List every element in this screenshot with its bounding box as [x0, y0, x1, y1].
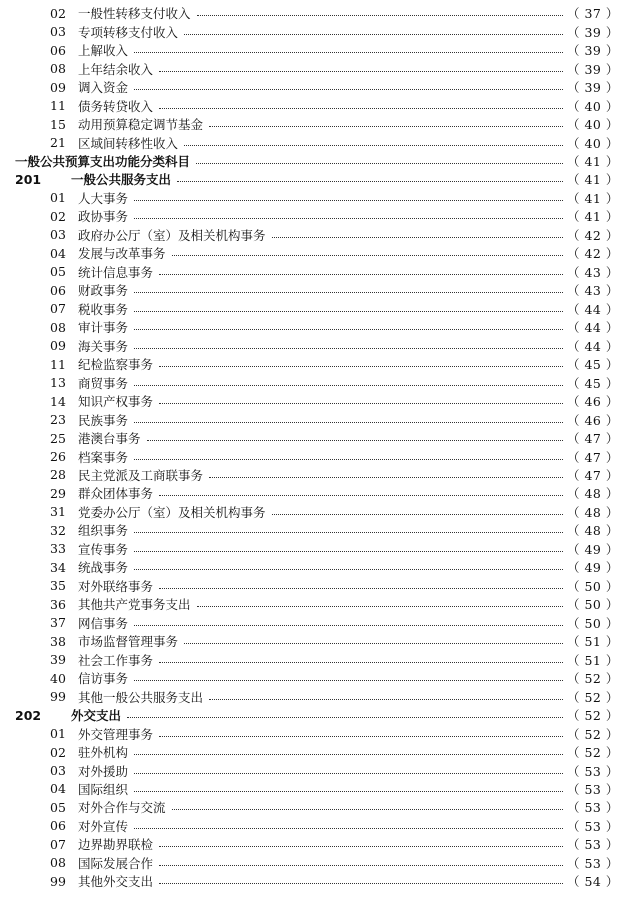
toc-entry-title: 民主党派及工商联事务 — [78, 467, 204, 483]
toc-entry-title: 一般公共服务支出 — [71, 172, 172, 188]
toc-entry-code: 02 — [50, 5, 66, 21]
toc-entry — [0, 207, 625, 225]
toc-entry — [0, 133, 625, 151]
toc-entry — [0, 780, 625, 798]
toc-entry-page: （ 37 ） — [567, 6, 619, 22]
toc-entry — [0, 318, 625, 336]
dot-leader — [147, 439, 563, 441]
toc-entry-title: 一般公共预算支出功能分类科目 — [15, 153, 191, 169]
dot-leader — [172, 808, 563, 810]
dot-leader — [134, 199, 563, 201]
toc-entry-title: 国际组织 — [78, 781, 129, 797]
dot-leader — [134, 753, 563, 755]
dot-leader — [197, 605, 563, 607]
toc-entry-page: （ 43 ） — [567, 264, 619, 280]
toc-entry-title: 知识产权事务 — [78, 394, 154, 410]
toc-entry-title: 群众团体事务 — [78, 486, 154, 502]
toc-entry-title: 党委办公厅（室）及相关机构事务 — [78, 504, 266, 520]
dot-leader — [159, 864, 563, 866]
toc-entry — [0, 59, 625, 77]
toc-entry-code: 05 — [50, 799, 66, 815]
toc-entry-page: （ 42 ） — [567, 246, 619, 262]
toc-entry-title: 审计事务 — [78, 320, 129, 336]
toc-entry-title: 驻外机构 — [78, 745, 129, 761]
toc-entry-page: （ 48 ） — [567, 523, 619, 539]
toc-entry-page: （ 47 ） — [567, 467, 619, 483]
toc-entry-code: 38 — [50, 633, 66, 649]
toc-entry-title: 港澳台事务 — [78, 431, 141, 447]
toc-entry-title: 外交管理事务 — [78, 726, 154, 742]
toc-entry-code: 09 — [50, 79, 66, 95]
toc-entry-code: 99 — [50, 873, 66, 889]
dot-leader — [134, 347, 563, 349]
dot-leader — [134, 679, 563, 681]
dot-leader — [134, 51, 563, 53]
toc-entry-code: 06 — [50, 282, 66, 298]
toc-entry-code: 01 — [50, 190, 66, 206]
toc-entry — [0, 244, 625, 262]
toc-entry — [0, 614, 625, 632]
toc-entry-title: 其他外交支出 — [78, 874, 154, 890]
toc-entry-code: 21 — [50, 135, 66, 151]
toc-entry — [0, 281, 625, 299]
toc-entry-title: 国际发展合作 — [78, 855, 154, 871]
toc-entry-title: 纪检监察事务 — [78, 357, 154, 373]
dot-leader — [134, 827, 563, 829]
toc-entry-title: 动用预算稳定调节基金 — [78, 117, 204, 133]
toc-entry-code: 03 — [50, 763, 66, 778]
toc-entry-code: 25 — [50, 430, 66, 446]
toc-entry-title: 统计信息事务 — [78, 264, 154, 280]
toc-entry — [0, 300, 625, 318]
dot-leader — [209, 476, 563, 478]
toc-entry-code: 201 — [15, 171, 42, 187]
toc-entry — [0, 761, 625, 779]
toc-entry-code: 34 — [50, 559, 66, 575]
toc-entry-code: 07 — [50, 836, 66, 852]
toc-entry — [0, 355, 625, 373]
toc-entry-page: （ 53 ） — [567, 837, 619, 853]
dot-leader — [134, 291, 563, 293]
dot-leader — [159, 845, 563, 847]
toc-entry-title: 外交支出 — [71, 708, 122, 724]
dot-leader — [134, 790, 563, 792]
toc-entry-code: 06 — [50, 42, 66, 58]
toc-entry-page: （ 51 ） — [567, 634, 619, 650]
toc-entry-page: （ 41 ） — [567, 190, 619, 206]
toc-entry-code: 08 — [50, 319, 66, 335]
toc-entry-title: 组织事务 — [78, 523, 129, 539]
toc-entry-page: （ 50 ） — [567, 615, 619, 631]
dot-leader — [159, 735, 563, 737]
toc-entry-title: 政府办公厅（室）及相关机构事务 — [78, 227, 266, 243]
toc-entry-title: 宣传事务 — [78, 541, 129, 557]
toc-entry-code: 11 — [50, 356, 66, 372]
toc-entry-code: 09 — [50, 338, 66, 354]
dot-leader — [272, 236, 563, 238]
toc-entry — [0, 96, 625, 114]
toc-entry-code: 28 — [50, 467, 66, 483]
toc-entry — [0, 743, 625, 761]
dot-leader — [177, 180, 563, 182]
toc-entry — [0, 558, 625, 576]
toc-entry-page: （ 43 ） — [567, 283, 619, 299]
toc-entry-title: 发展与改革事务 — [78, 246, 166, 262]
toc-entry — [0, 4, 625, 22]
toc-entry-title: 商贸事务 — [78, 375, 129, 391]
toc-entry — [0, 78, 625, 96]
toc-entry-code: 32 — [50, 522, 66, 538]
dot-leader — [159, 494, 563, 496]
toc-entry-code: 202 — [15, 707, 42, 723]
dot-leader — [272, 513, 563, 515]
dot-leader — [134, 384, 563, 386]
dot-leader — [134, 310, 563, 312]
dot-leader — [134, 458, 563, 460]
dot-leader — [134, 531, 563, 533]
toc-entry — [0, 650, 625, 668]
dot-leader — [159, 70, 563, 72]
toc-entry-page: （ 48 ） — [567, 486, 619, 502]
dot-leader — [196, 162, 563, 164]
toc-entry-code: 99 — [50, 689, 66, 705]
toc-entry-title: 档案事务 — [78, 449, 129, 465]
dot-leader — [134, 550, 563, 552]
toc-entry-code: 07 — [50, 301, 66, 317]
toc-entry — [0, 724, 625, 742]
toc-entry-page: （ 40 ） — [567, 117, 619, 133]
toc-entry-code: 01 — [50, 726, 66, 742]
dot-leader — [134, 88, 563, 90]
toc-entry-page: （ 40 ） — [567, 135, 619, 151]
toc-entry-code: 03 — [50, 24, 66, 40]
toc-entry-page: （ 46 ） — [567, 412, 619, 428]
toc-entry-page: （ 47 ） — [567, 449, 619, 465]
toc-entry-page: （ 39 ） — [567, 80, 619, 96]
toc-entry-title: 社会工作事务 — [78, 652, 154, 668]
toc-entry — [0, 41, 625, 59]
dot-leader — [134, 568, 563, 570]
toc-entry — [0, 687, 625, 705]
toc-entry-code: 06 — [50, 818, 66, 834]
toc-entry — [0, 189, 625, 207]
toc-entry-code: 02 — [50, 744, 66, 760]
toc-entry-page: （ 39 ） — [567, 43, 619, 59]
toc-entry-code: 23 — [50, 412, 66, 428]
toc-entry-page: （ 45 ） — [567, 357, 619, 373]
toc-entry-code: 04 — [50, 781, 66, 797]
toc-entry — [0, 577, 625, 595]
toc-entry-page: （ 42 ） — [567, 227, 619, 243]
toc-entry-page: （ 50 ） — [567, 578, 619, 594]
toc-entry-page: （ 39 ） — [567, 24, 619, 40]
toc-entry-title: 专项转移支付收入 — [78, 24, 179, 40]
toc-entry — [0, 595, 625, 613]
toc-entry — [0, 540, 625, 558]
toc-entry-title: 其他共产党事务支出 — [78, 597, 191, 613]
toc-entry-page: （ 41 ） — [567, 153, 619, 169]
toc-entry-code: 11 — [50, 98, 66, 114]
toc-entry — [0, 226, 625, 244]
toc-entry — [0, 484, 625, 502]
toc-entry-page: （ 40 ） — [567, 98, 619, 114]
toc-entry-code: 08 — [50, 855, 66, 871]
toc-entry-title: 边界勘界联检 — [78, 837, 154, 853]
toc-entry — [0, 429, 625, 447]
toc-entry-title: 对外援助 — [78, 763, 129, 779]
dot-leader — [159, 402, 563, 404]
dot-leader — [159, 882, 563, 884]
toc-entry — [0, 263, 625, 281]
toc-section-entry — [0, 170, 625, 188]
toc-entry-page: （ 51 ） — [567, 652, 619, 668]
toc-entry-page: （ 41 ） — [567, 172, 619, 188]
toc-entry — [0, 835, 625, 853]
toc-entry-page: （ 53 ） — [567, 781, 619, 797]
toc-entry-page: （ 41 ） — [567, 209, 619, 225]
toc-entry — [0, 447, 625, 465]
toc-entry-page: （ 50 ） — [567, 597, 619, 613]
toc-entry-title: 一般性转移支付收入 — [78, 6, 191, 22]
dot-leader — [184, 33, 563, 35]
toc-entry-page: （ 49 ） — [567, 560, 619, 576]
toc-entry-title: 民族事务 — [78, 412, 129, 428]
toc-entry-code: 39 — [50, 652, 66, 668]
dot-leader — [159, 107, 563, 109]
dot-leader — [184, 642, 563, 644]
toc-entry-code: 35 — [50, 578, 66, 594]
toc-entry-page: （ 48 ） — [567, 504, 619, 520]
dot-leader — [134, 217, 563, 219]
toc-entry-title: 政协事务 — [78, 209, 129, 225]
dot-leader — [159, 365, 563, 367]
toc-entry-page: （ 52 ） — [567, 745, 619, 761]
toc-entry-title: 对外合作与交流 — [78, 800, 166, 816]
dot-leader — [209, 125, 563, 127]
toc-entry-title: 人大事务 — [78, 190, 129, 206]
toc-entry — [0, 410, 625, 428]
toc-entry-code: 33 — [50, 541, 66, 557]
toc-entry-code: 40 — [50, 670, 66, 686]
toc-entry-page: （ 54 ） — [567, 874, 619, 890]
toc-entry-title: 网信事务 — [78, 615, 129, 631]
toc-entry-page: （ 53 ） — [567, 763, 619, 779]
toc-entry-page: （ 53 ） — [567, 818, 619, 834]
toc-heading-entry — [0, 152, 625, 170]
toc-entry — [0, 854, 625, 872]
toc-entry-page: （ 44 ） — [567, 338, 619, 354]
toc-entry — [0, 503, 625, 521]
toc-entry — [0, 521, 625, 539]
toc-entry-code: 13 — [50, 375, 66, 391]
toc-entry-code: 04 — [50, 245, 66, 261]
dot-leader — [172, 254, 563, 256]
toc-entry-title: 海关事务 — [78, 338, 129, 354]
toc-entry-page: （ 53 ） — [567, 800, 619, 816]
toc-entry-title: 调入资金 — [78, 80, 129, 96]
dot-leader — [159, 587, 563, 589]
dot-leader — [127, 716, 563, 718]
toc-entry-page: （ 52 ） — [567, 689, 619, 705]
dot-leader — [209, 698, 563, 700]
toc-section-entry — [0, 706, 625, 724]
toc-entry-page: （ 45 ） — [567, 375, 619, 391]
dot-leader — [134, 772, 563, 774]
toc-entry-page: （ 39 ） — [567, 61, 619, 77]
toc-entry-page: （ 53 ） — [567, 855, 619, 871]
toc-entry — [0, 466, 625, 484]
toc-entry-page: （ 44 ） — [567, 301, 619, 317]
toc-entry-title: 市场监督管理事务 — [78, 634, 179, 650]
toc-entry-code: 14 — [50, 393, 66, 409]
toc-entry — [0, 798, 625, 816]
toc-entry-page: （ 49 ） — [567, 541, 619, 557]
toc-entry-code: 29 — [50, 485, 66, 501]
toc-entry-page: （ 46 ） — [567, 394, 619, 410]
dot-leader — [134, 421, 563, 423]
toc-entry — [0, 632, 625, 650]
toc-entry-title: 上年结余收入 — [78, 61, 154, 77]
toc-entry — [0, 817, 625, 835]
toc-entry-title: 统战事务 — [78, 560, 129, 576]
toc-entry-title: 上解收入 — [78, 43, 129, 59]
toc-entry-title: 财政事务 — [78, 283, 129, 299]
toc-entry-page: （ 47 ） — [567, 431, 619, 447]
dot-leader — [159, 273, 563, 275]
toc-entry-title: 其他一般公共服务支出 — [78, 689, 204, 705]
toc-entry-code: 05 — [50, 264, 66, 280]
toc-entry — [0, 336, 625, 354]
dot-leader — [134, 328, 563, 330]
dot-leader — [159, 661, 563, 663]
toc-entry-code: 08 — [50, 61, 66, 77]
toc-entry-title: 区域间转移性收入 — [78, 135, 179, 151]
toc-entry-page: （ 52 ） — [567, 708, 619, 724]
dot-leader — [184, 144, 563, 146]
toc-entry-code: 36 — [50, 596, 66, 612]
toc-entry-title: 税收事务 — [78, 301, 129, 317]
toc-entry-code: 31 — [50, 504, 66, 520]
toc-entry-code: 15 — [50, 116, 66, 132]
toc-entry-title: 债务转贷收入 — [78, 98, 154, 114]
toc-entry — [0, 22, 625, 40]
toc-entry-code: 37 — [50, 615, 66, 631]
toc-entry — [0, 392, 625, 410]
dot-leader — [197, 14, 563, 16]
toc-entry-title: 对外联络事务 — [78, 578, 154, 594]
dot-leader — [134, 624, 563, 626]
toc-entry — [0, 669, 625, 687]
toc-entry-title: 对外宣传 — [78, 818, 129, 834]
toc-entry-code: 02 — [50, 208, 66, 224]
toc-entry-title: 信访事务 — [78, 671, 129, 687]
toc-entry-page: （ 52 ） — [567, 726, 619, 742]
toc-entry — [0, 115, 625, 133]
toc-entry-page: （ 44 ） — [567, 320, 619, 336]
toc-entry-code: 03 — [50, 227, 66, 243]
toc-entry — [0, 872, 625, 890]
toc-entry-code: 26 — [50, 449, 66, 464]
toc-entry — [0, 373, 625, 391]
toc-entry-page: （ 52 ） — [567, 671, 619, 687]
